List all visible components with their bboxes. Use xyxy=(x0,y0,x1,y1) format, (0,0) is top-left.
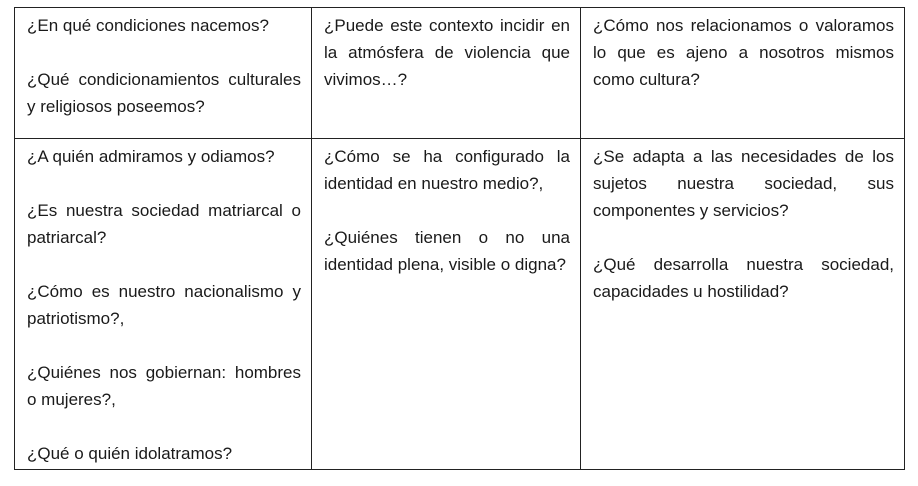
question-text: ¿Qué o quién idolatramos? xyxy=(27,444,233,463)
question-text: ¿Cómo se ha configurado la identidad en nuestro medio?, xyxy=(324,147,570,193)
table-cell xyxy=(581,8,905,139)
question-text: ¿Se adapta a las necesidades de los sujetos nuestra sociedad, sus componentes y servicios? xyxy=(593,147,894,220)
table-cell xyxy=(312,139,581,470)
table-row xyxy=(15,8,905,139)
question-text: ¿Cómo es nuestro nacionalismo y patriotismo?, xyxy=(27,282,301,328)
table-cell xyxy=(312,8,581,139)
question-text: ¿Quiénes nos gobiernan: hombres o mujeres?, xyxy=(27,363,301,409)
questions-table xyxy=(14,7,905,470)
question-text: ¿A quién admiramos y odiamos? xyxy=(27,147,275,166)
question-text: ¿Es nuestra sociedad matriarcal o patriarcal? xyxy=(27,201,301,247)
question-text: ¿En qué condiciones nacemos? xyxy=(27,16,269,35)
question-text: ¿Cómo nos relacionamos o valoramos lo que es ajeno a nosotros mismos como cultura? xyxy=(593,16,894,89)
question-text: ¿Puede este contexto incidir en la atmósfera de violencia que vivimos…? xyxy=(324,16,570,89)
question-text: ¿Qué desarrolla nuestra sociedad, capacidades u hostilidad? xyxy=(593,255,894,301)
question-text: ¿Qué condicionamientos culturales y religiosos poseemos? xyxy=(27,70,301,116)
table-row xyxy=(15,139,905,470)
question-text: ¿Quiénes tienen o no una identidad plena, visible o digna? xyxy=(324,228,570,274)
table-cell xyxy=(15,139,312,470)
table-cell xyxy=(15,8,312,139)
table-cell xyxy=(581,139,905,470)
